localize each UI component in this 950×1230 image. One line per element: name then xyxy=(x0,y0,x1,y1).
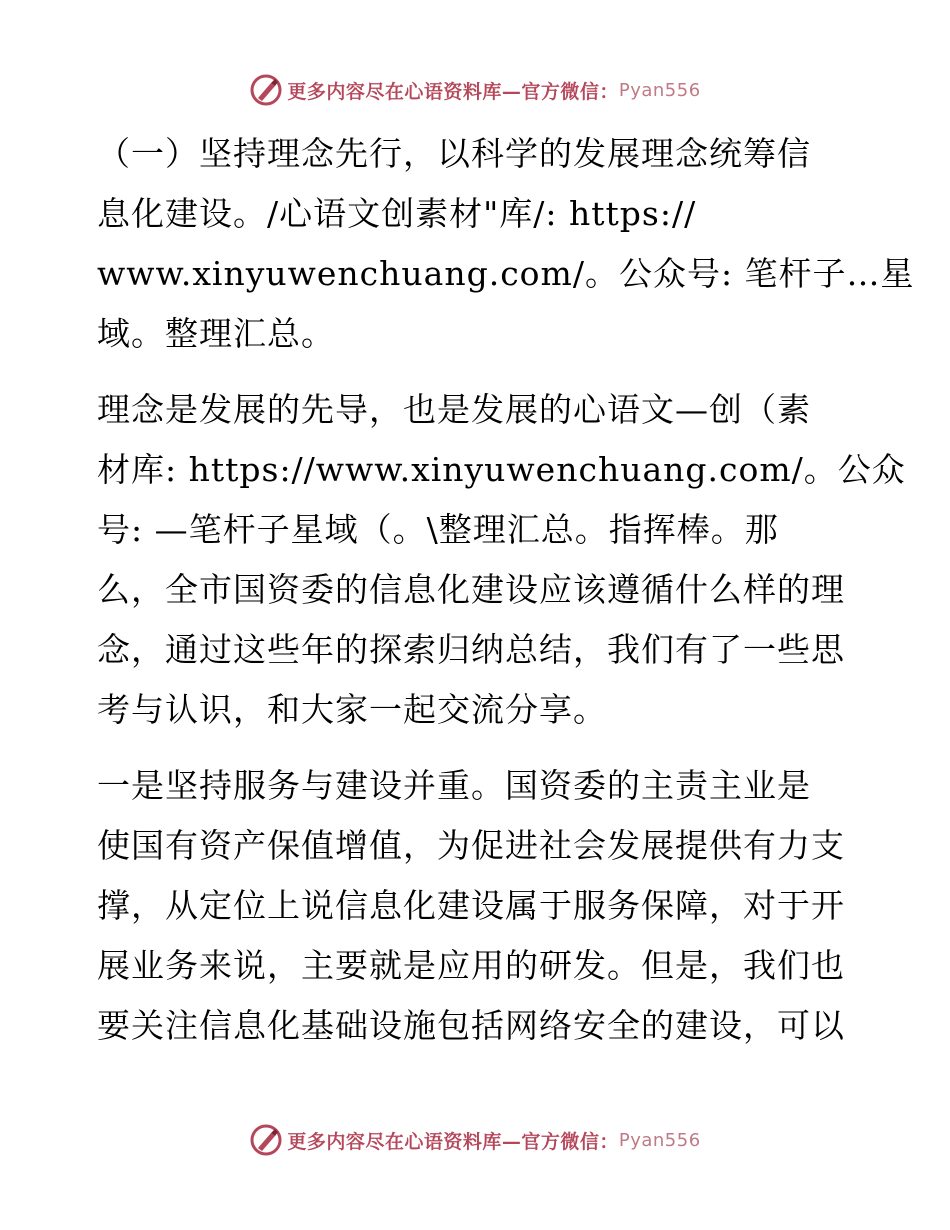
text-line: 号: —笔杆子星域（。\整理汇总。指挥棒。那 xyxy=(97,510,779,549)
text-line: 息化建设。/心语文创素材"库/: https:// xyxy=(97,194,697,233)
header-banner xyxy=(0,70,950,110)
banner-contact: Pyan556 xyxy=(618,1129,701,1151)
banner-text: 更多内容尽在心语资料库—官方微信： xyxy=(287,1130,619,1153)
text-line: 使国有资产保值增值，为促进社会发展提供有力支 xyxy=(97,826,845,865)
text-line: 展业务来说，主要就是应用的研发。但是，我们也 xyxy=(97,946,845,985)
text-line: 域。整理汇总。 xyxy=(97,314,335,353)
text-line: 撑，从定位上说信息化建设属于服务保障，对于开 xyxy=(97,886,845,925)
text-line: 一是坚持服务与建设并重。国资委的主责主业是 xyxy=(97,766,811,805)
text-line: 考与认识，和大家一起交流分享。 xyxy=(97,690,607,729)
text-line: 念，通过这些年的探索归纳总结，我们有了一些思 xyxy=(97,630,845,669)
text-line: 么，全市国资委的信息化建设应该遵循什么样的理 xyxy=(97,570,845,609)
text-line: 理念是发展的先导，也是发展的心语文—创（素 xyxy=(97,390,811,429)
text-line: 材库: https://www.xinyuwenchuang.com/。公众 xyxy=(97,450,906,489)
paragraph-1 xyxy=(97,124,915,364)
paragraph-2 xyxy=(97,380,906,740)
pen-logo-icon xyxy=(249,73,283,107)
text-line: 要关注信息化基础设施包括网络安全的建设，可以 xyxy=(97,1006,845,1045)
footer-banner xyxy=(0,1120,950,1160)
text-line: www.xinyuwenchuang.com/。公众号: 笔杆子…星 xyxy=(97,254,915,293)
pen-logo-icon xyxy=(249,1123,283,1157)
banner-contact: Pyan556 xyxy=(618,79,701,101)
paragraph-3 xyxy=(97,756,857,1056)
banner-text: 更多内容尽在心语资料库—官方微信： xyxy=(287,80,619,103)
document-body xyxy=(97,124,915,1072)
text-line: （一）坚持理念先行，以科学的发展理念统筹信 xyxy=(97,134,811,173)
